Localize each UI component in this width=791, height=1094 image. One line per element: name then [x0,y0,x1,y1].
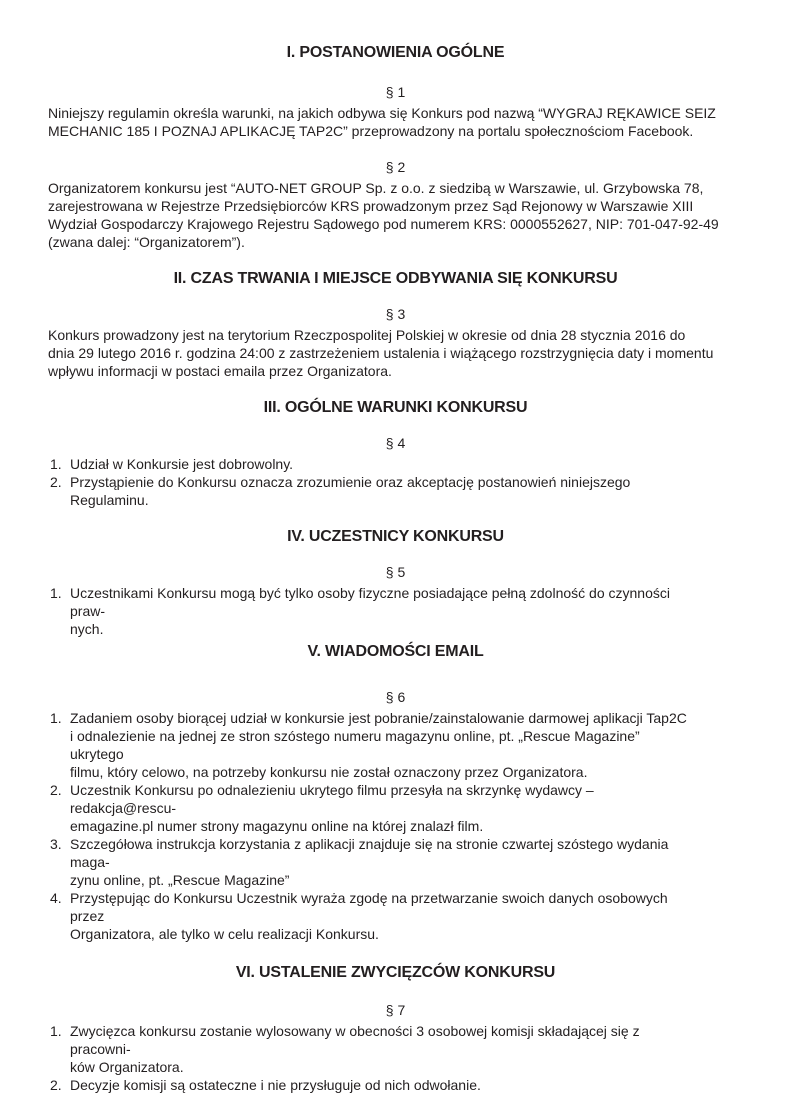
text-line: Szczegółowa instrukcja korzystania z aplikacji znajduje się na stronie czwartej szóstego wydania maga- [70,836,669,870]
text-line: Zwycięzca konkursu zostanie wylosowany w obecności 3 osobowej komisji składającej się z pracowni- [70,1023,640,1057]
list-number: 2. [50,1077,62,1093]
text-line: i odnalezienie na jednej ze stron szóstego numeru magazynu online, pt. „Rescue Magazine” ukrytego [70,728,640,762]
text-line: MECHANIC 185 I POZNAJ APLIKACJĘ TAP2C” przeprowadzony na portalu społecznościom Facebook. [48,123,694,139]
numbered-list [48,709,743,943]
paragraph-text [48,104,743,140]
text-line: ków Organizatora. [70,1059,184,1075]
text-line: Uczestnik Konkursu po odnalezieniu ukrytego filmu przesyła na skrzynkę wydawcy – redakcja@rescu- [70,782,594,816]
list-number: 3. [50,836,62,852]
text-line: Uczestnikami Konkursu mogą być tylko osoby fizyczne posiadające pełną zdolność do czynności praw- [70,585,670,619]
list-number: 2. [50,782,62,798]
list-number: 2. [50,474,62,490]
list-number: 1. [50,456,62,472]
text-line: (zwana dalej: “Organizatorem”). [48,234,245,250]
paragraph-sign: § 3 [385,306,406,322]
text-line: Udział w Konkursie jest dobrowolny. [70,456,294,472]
paragraph-sign: § 2 [385,159,406,175]
paragraph-sign: § 7 [385,1002,406,1018]
numbered-list [48,455,743,509]
list-item [48,1076,743,1094]
text-line: Przystępując do Konkursu Uczestnik wyraża zgodę na przetwarzanie swoich danych osobowych przez [70,890,668,924]
text-line: dnia 29 lutego 2016 r. godzina 24:00 z zastrzeżeniem ustalenia i wiążącego rozstrzygnięcia daty i momentu [48,345,714,361]
paragraph-text [48,179,743,251]
list-item [48,709,743,781]
section-heading: V. WIADOMOŚCI EMAIL [307,643,484,660]
text-line: emagazine.pl numer strony magazynu online na której znalazł film. [70,818,484,834]
text-line: wpływu informacji w postaci emaila przez Organizatora. [48,363,392,379]
list-number: 1. [50,710,62,726]
paragraph-sign: § 1 [385,84,406,100]
text-line: Niniejszy regulamin określa warunki, na jakich odbywa się Konkurs pod nazwą “WYGRAJ RĘKAWICE SEIZ [48,105,716,121]
list-number: 1. [50,1023,62,1039]
section-heading: III. OGÓLNE WARUNKI KONKURSU [263,399,528,416]
text-line: Zadaniem osoby biorącej udział w konkursie jest pobranie/zainstalowanie darmowej aplikacji Tap2C [70,710,687,726]
section-heading: IV. UCZESTNICY KONKURSU [287,528,504,545]
list-item [48,1022,743,1076]
paragraph-sign: § 5 [385,564,406,580]
text-line: Konkurs prowadzony jest na terytorium Rzeczpospolitej Polskiej w okresie od dnia 28 stycznia 2016 do [48,327,686,343]
list-number: 4. [50,890,62,906]
text-line: Organizatora, ale tylko w celu realizacji Konkursu. [70,926,379,942]
text-line: filmu, który celowo, na potrzeby konkursu nie został oznaczony przez Organizatora. [70,764,588,780]
text-line: Organizatorem konkursu jest “AUTO-NET GROUP Sp. z o.o. z siedzibą w Warszawie, ul. Grzybowska 78, [48,180,704,196]
text-line: Wydział Gospodarczy Krajowego Rejestru Sądowego pod numerem KRS: 0000552627, NIP: 701-047-92-49 [48,216,719,232]
list-item [48,473,743,509]
numbered-list [48,1022,743,1094]
text-line: zarejestrowana w Rejestrze Przedsiębiorców KRS prowadzonym przez Sąd Rejonowy w Warszawie XIII [48,198,694,214]
text-line: nych. [70,621,104,637]
section-heading: VI. USTALENIE ZWYCIĘZCÓW KONKURSU [235,964,556,981]
list-item [48,781,743,835]
paragraph-sign: § 4 [385,435,406,451]
text-line: Przystąpienie do Konkursu oznacza zrozumienie oraz akceptację postanowień niniejszego Regulaminu. [70,474,631,508]
list-item [48,455,743,473]
list-item [48,584,743,638]
list-number: 1. [50,585,62,601]
text-line: Decyzje komisji są ostateczne i nie przysługuje od nich odwołanie. [70,1077,481,1093]
section-heading: II. CZAS TRWANIA I MIEJSCE ODBYWANIA SIĘ KONKURSU [173,270,618,287]
numbered-list [48,584,743,638]
paragraph-sign: § 6 [385,689,406,705]
list-item [48,835,743,889]
paragraph-text [48,326,743,380]
section-heading: I. POSTANOWIENIA OGÓLNE [286,44,505,61]
text-line: zynu online, pt. „Rescue Magazine” [70,872,290,888]
list-item [48,889,743,943]
